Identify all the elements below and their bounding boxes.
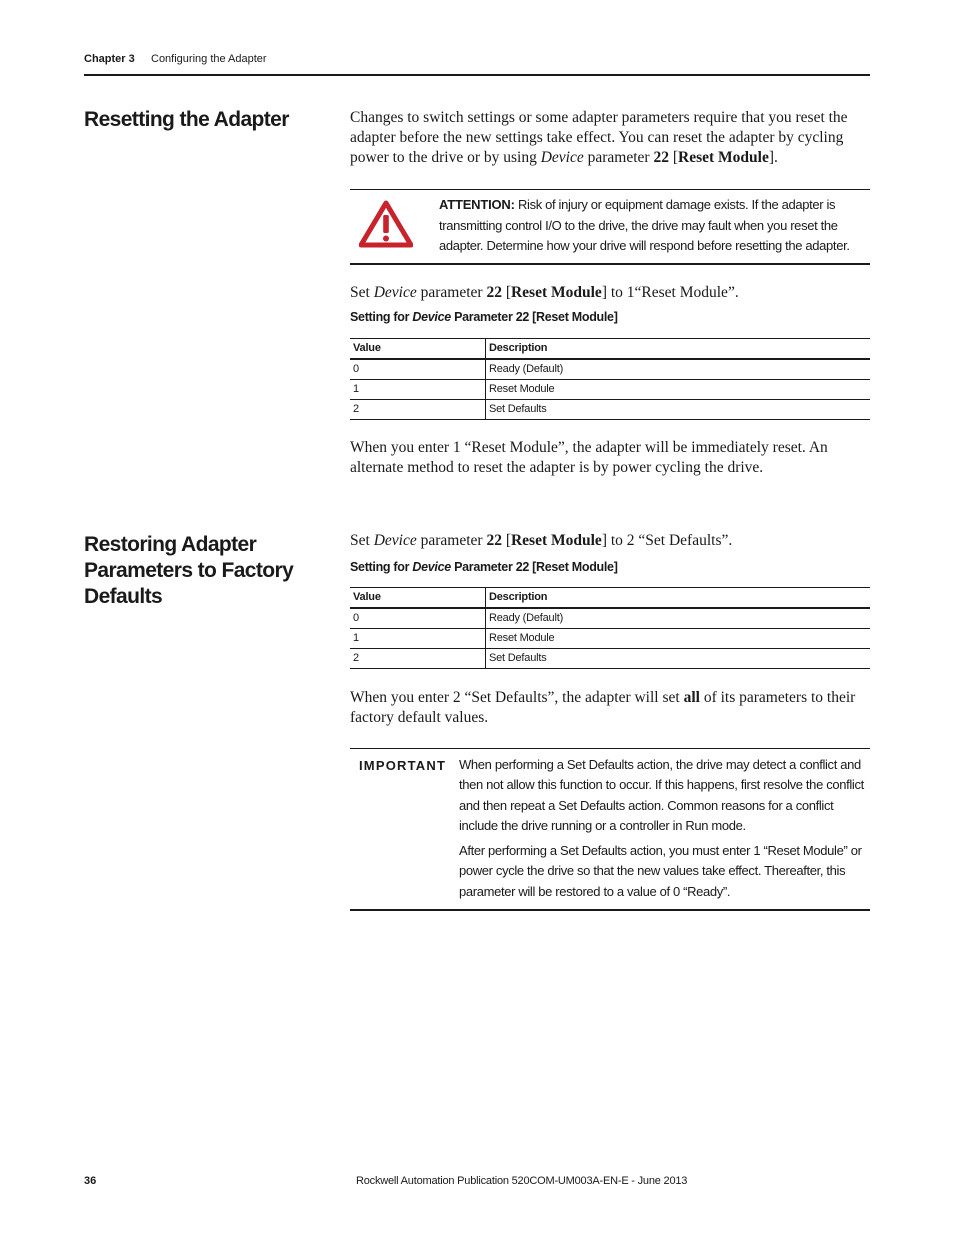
important-paragraph-1: When performing a Set Defaults action, the drive may detect a conflict and then not allow this function to occur. If this happens, first resolve the conflict and then repeat a Set Defaults action. Common reasons for a conflict include the drive running or a controller in Run mode. (459, 757, 864, 833)
cell-value: 2 (353, 652, 359, 664)
reset-intro-paragraph: Changes to switch settings or some adapter parameters require that you reset the adapter before the new settings take effect. You can reset the adapter by cycling power to the drive or by using Device parameter 22 [Reset Module]. (350, 109, 848, 166)
table-caption: Setting for Device Parameter 22 [Reset Module] (350, 560, 618, 574)
cell-value: 1 (353, 632, 359, 644)
column-header-description: Description (486, 588, 871, 609)
warning-triangle-icon (359, 200, 413, 248)
defaults-set-instruction: Set Device parameter 22 [Reset Module] to 2 “Set Defaults”. (350, 532, 733, 549)
column-header-value: Value (353, 342, 381, 354)
table-row (350, 400, 870, 420)
cell-value: 0 (353, 612, 359, 624)
table-header-row (350, 339, 870, 360)
table-row (350, 608, 870, 629)
table-caption: Setting for Device Parameter 22 [Reset Module] (350, 310, 618, 324)
set-defaults-table (350, 587, 870, 669)
header-rule (84, 74, 870, 76)
column-header-value: Value (353, 591, 381, 603)
table-row (350, 380, 870, 400)
cell-description: Reset Module (486, 380, 871, 400)
cell-description: Reset Module (486, 629, 871, 649)
chapter-label: Chapter 3 (84, 53, 135, 65)
cell-description: Set Defaults (486, 649, 871, 669)
cell-description: Set Defaults (486, 400, 871, 420)
reset-result-paragraph: When you enter 1 “Reset Module”, the adapter will be immediately reset. An alternate method to reset the adapter is by power cycling the drive. (350, 439, 828, 476)
cell-value: 0 (353, 363, 359, 375)
reset-set-instruction: Set Device parameter 22 [Reset Module] to 1“Reset Module”. (350, 284, 739, 301)
cell-description: Ready (Default) (486, 608, 871, 629)
section-heading-resetting: Resetting the Adapter (84, 108, 289, 131)
cell-value: 2 (353, 403, 359, 415)
reset-module-table (350, 338, 870, 420)
section-heading-restoring: Restoring Adapter Parameters to Factory Defaults (84, 533, 294, 608)
publication-info: Rockwell Automation Publication 520COM-UM003A-EN-E - June 2013 (356, 1175, 688, 1187)
chapter-title: Configuring the Adapter (151, 53, 267, 65)
cell-value: 1 (353, 383, 359, 395)
table-row (350, 649, 870, 669)
attention-label: ATTENTION: (439, 197, 515, 212)
table-row (350, 629, 870, 649)
table-header-row (350, 588, 870, 609)
attention-text: ATTENTION: Risk of injury or equipment damage exists. If the adapter is transmitting control I/O to the drive, the drive may fault when you reset the adapter. Determine how your drive will respond before resetting the adapter. (439, 197, 850, 253)
important-paragraph-2: After performing a Set Defaults action, you must enter 1 “Reset Module” or power cycle the drive so that the new values take effect. Thereafter, this parameter will be restored to a value of 0 “Ready”. (459, 843, 862, 899)
important-label: IMPORTANT (359, 758, 447, 773)
defaults-result-paragraph: When you enter 2 “Set Defaults”, the adapter will set all of its parameters to their factory default values. (350, 689, 856, 726)
page-number: 36 (84, 1175, 97, 1187)
cell-description: Ready (Default) (486, 359, 871, 380)
column-header-description: Description (486, 339, 871, 360)
table-row (350, 359, 870, 380)
